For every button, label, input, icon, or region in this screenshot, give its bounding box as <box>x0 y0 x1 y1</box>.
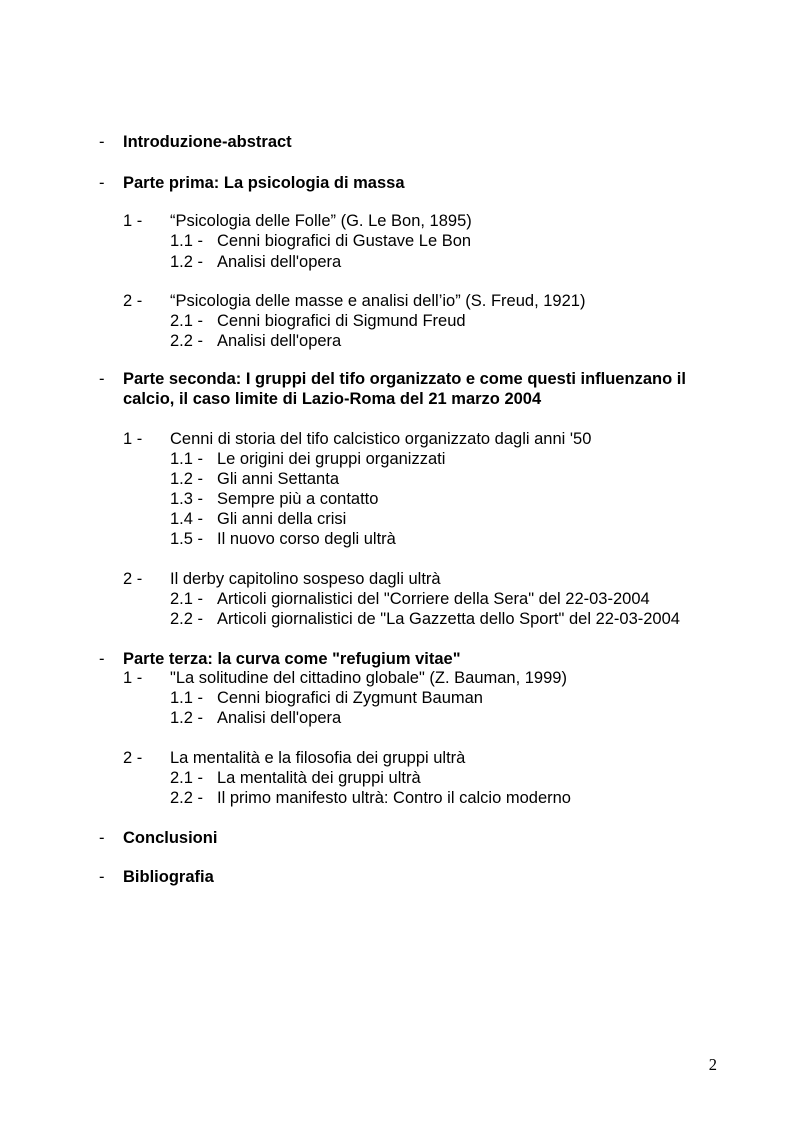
subsection-title: Cenni biografici di Gustave Le Bon <box>217 232 472 250</box>
subsection-title: Analisi dell'opera <box>217 332 342 350</box>
subsection-number: 2.1 - <box>170 312 204 330</box>
subsection-number: 2.2 - <box>170 789 204 807</box>
subsection-title: Cenni biografici di Sigmund Freud <box>217 312 466 330</box>
chapter-number: 2 - <box>123 570 143 588</box>
section-title-conclusions: Conclusioni <box>123 829 218 847</box>
subsection-number: 1.1 - <box>170 450 204 468</box>
subsection-title: Analisi dell'opera <box>217 709 342 727</box>
chapter-title: Cenni di storia del tifo calcistico organizzato dagli anni '50 <box>170 430 592 448</box>
subsection-number: 1.2 - <box>170 470 204 488</box>
bullet-dash: - <box>99 868 105 886</box>
subsection-number: 2.1 - <box>170 769 204 787</box>
subsection-title: Le origini dei gruppi organizzati <box>217 450 446 468</box>
subsection-title: Cenni biografici di Zygmunt Bauman <box>217 689 483 707</box>
page-number: 2 <box>708 1055 717 1074</box>
chapter-number: 1 - <box>123 430 143 448</box>
bullet-dash: - <box>99 133 105 151</box>
subsection-title: Sempre più a contatto <box>217 490 379 508</box>
subsection-number: 2.2 - <box>170 610 204 628</box>
bullet-dash: - <box>99 370 105 388</box>
chapter-number: 2 - <box>123 749 143 767</box>
subsection-title: Gli anni della crisi <box>217 510 347 528</box>
section-title-part1: Parte prima: La psicologia di massa <box>123 174 405 192</box>
subsection-title: Gli anni Settanta <box>217 470 339 488</box>
chapter-number: 1 - <box>123 212 143 230</box>
subsection-title: Il primo manifesto ultrà: Contro il calcio moderno <box>217 789 571 807</box>
subsection-title: Articoli giornalistici del "Corriere della Sera" del 22-03-2004 <box>217 590 650 608</box>
section-title-intro: Introduzione-abstract <box>123 133 292 151</box>
subsection-number: 1.4 - <box>170 510 204 528</box>
subsection-number: 1.3 - <box>170 490 204 508</box>
subsection-number: 2.2 - <box>170 332 204 350</box>
subsection-number: 1.2 - <box>170 253 204 271</box>
chapter-title: La mentalità e la filosofia dei gruppi ultrà <box>170 749 466 767</box>
subsection-number: 1.1 - <box>170 689 204 707</box>
chapter-title: Il derby capitolino sospeso dagli ultrà <box>170 570 441 588</box>
subsection-title: Il nuovo corso degli ultrà <box>217 530 396 548</box>
subsection-title: La mentalità dei gruppi ultrà <box>217 769 421 787</box>
chapter-number: 2 - <box>123 292 143 310</box>
chapter-number: 1 - <box>123 669 143 687</box>
section-title-part2-cont: calcio, il caso limite di Lazio-Roma del 21 marzo 2004 <box>123 390 542 408</box>
subsection-number: 1.5 - <box>170 530 204 548</box>
subsection-title: Analisi dell'opera <box>217 253 342 271</box>
section-title-part3: Parte terza: la curva come "refugium vitae" <box>123 650 461 668</box>
section-title-part2: Parte seconda: I gruppi del tifo organizzato e come questi influenzano il <box>123 370 686 388</box>
section-title-bibliography: Bibliografia <box>123 868 214 886</box>
subsection-number: 1.2 - <box>170 709 204 727</box>
bullet-dash: - <box>99 174 105 192</box>
bullet-dash: - <box>99 650 105 668</box>
chapter-title: “Psicologia delle masse e analisi dell’io” (S. Freud, 1921) <box>170 292 586 310</box>
subsection-number: 1.1 - <box>170 232 204 250</box>
subsection-title: Articoli giornalistici de "La Gazzetta dello Sport" del 22-03-2004 <box>217 610 680 628</box>
chapter-title: "La solitudine del cittadino globale" (Z. Bauman, 1999) <box>170 669 567 687</box>
subsection-number: 2.1 - <box>170 590 204 608</box>
bullet-dash: - <box>99 829 105 847</box>
chapter-title: “Psicologia delle Folle” (G. Le Bon, 1895) <box>170 212 472 230</box>
